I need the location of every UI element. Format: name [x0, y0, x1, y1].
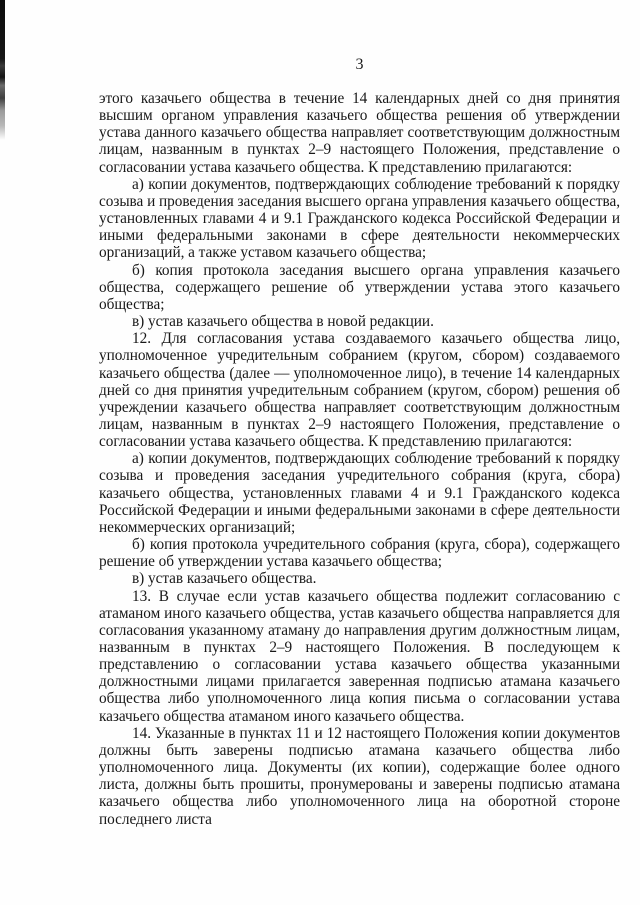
paragraph: 12. Для согласования устава создаваемого казачьего общества лицо, уполномоченное учредительным собранием (кругом, сбором) создаваемого казачьего общества (далее — уполномоченное лицо), в течение 14 календарных дней со дня принятия учредительным собранием (кругом, сбором) решения об учреждении казачьего общества направляет соответствующим должностным лицам, названным в пунктах 2–9 настоящего Положения, представление о согласовании устава казачьего общества. К представлению прилагаются:: [99, 330, 620, 451]
paragraph: а) копии документов, подтверждающих соблюдение требований к порядку созыва и проведения заседания высшего органа управления казачьего общества, установленных главами 4 и 9.1 Гражданского кодекса Российской Федерации и иными федеральными законами в сфере деятельности некоммерческих организаций, а также уставом казачьего общества;: [99, 175, 620, 262]
scan-edge-artifact: [0, 0, 5, 140]
paragraph: 13. В случае если устав казачьего общества подлежит согласованию с атаманом иного казачьего общества, устав казачьего общества направляется для согласования указанному атаману до направления другим должностным лицам, названным в пунктах 2–9 настоящего Положения. В последующем к представлению о согласовании устава казачьего общества указанными должностными лицами прилагается заверенная подписью атамана казачьего общества либо уполномоченного лица копия письма о согласовании устава казачьего общества атаманом иного казачьего общества.: [99, 587, 620, 725]
paragraph: этого казачьего общества в течение 14 календарных дней со дня принятия высшим органом управления казачьего общества решения об утверждении устава данного казачьего общества направляет соответствующим должностным лицам, названным в пунктах 2–9 настоящего Положения, представление о согласовании устава казачьего общества. К представлению прилагаются:: [99, 90, 620, 176]
paragraph: б) копия протокола учредительного собрания (круга, сбора), содержащего решение об утверждении устава казачьего общества;: [99, 536, 620, 571]
paragraph: б) копия протокола заседания высшего органа управления казачьего общества, содержащего решение об утверждении устава этого казачьего общества;: [99, 261, 620, 313]
paragraph: в) устав казачьего общества в новой редакции.: [132, 313, 434, 331]
page-number: 3: [355, 56, 364, 73]
paragraph: а) копии документов, подтверждающих соблюдение требований к порядку созыва и проведения заседания учредительного собрания (круга, сбора) казачьего общества, установленных главами 4 и 9.1 Гражданского кодекса Российской Федерации и иными федеральными законами в сфере деятельности некоммерческих организаций;: [99, 450, 620, 536]
paragraph: в) устав казачьего общества.: [132, 570, 317, 588]
document-text: [99, 90, 620, 828]
paragraph: 14. Указанные в пунктах 11 и 12 настоящего Положения копии документов должны быть заверены подписью атамана казачьего общества либо уполномоченного лица. Документы (их копии), содержащие более одного листа, должны быть прошиты, пронумерованы и заверены подписью атамана казачьего общества либо уполномоченного лица на оборотной стороне последнего листа: [99, 724, 620, 828]
